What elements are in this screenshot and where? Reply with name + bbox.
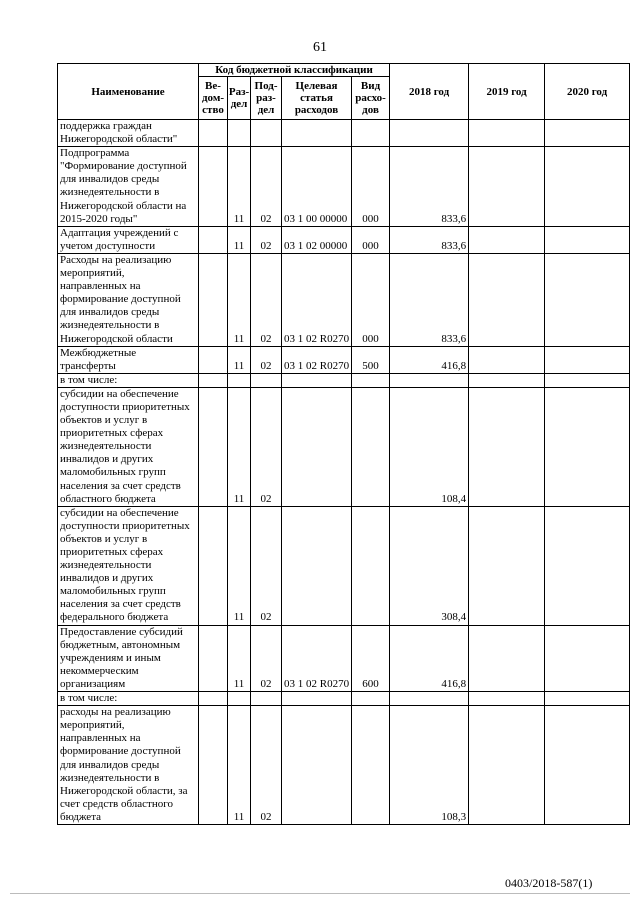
cell-2019 [469,226,545,253]
cell-podrazdel: 02 [251,387,282,506]
cell-2020 [545,506,630,625]
cell-expense-type: 000 [352,147,390,227]
cell-target-article [282,692,352,706]
cell-target-article [282,373,352,387]
cell-expense-type [352,120,390,147]
cell-podrazdel: 02 [251,147,282,227]
scan-edge-line [10,893,630,894]
cell-2020 [545,147,630,227]
cell-2020 [545,373,630,387]
cell-2018: 308,4 [390,506,469,625]
header-2020: 2020 год [545,64,630,120]
page-number: 61 [313,40,327,55]
cell-vedomstvo [199,506,228,625]
header-2019: 2019 год [469,64,545,120]
header-vid: Вид расхо- дов [352,77,390,120]
cell-target-article [282,387,352,506]
cell-razdel [228,120,251,147]
cell-vedomstvo [199,346,228,373]
header-vedomstvo: Ве- дом- ство [199,77,228,120]
cell-vedomstvo [199,625,228,691]
cell-2019 [469,506,545,625]
cell-expense-type [352,706,390,825]
cell-podrazdel: 02 [251,226,282,253]
cell-name: субсидии на обеспечение доступности приоритетных объектов и услуг в приоритетных сферах жизнедеятельности инвалидов и других маломобильных групп населения за счет средств федерального бюджета [58,506,199,625]
cell-vedomstvo [199,253,228,346]
cell-razdel: 11 [228,506,251,625]
cell-target-article [282,706,352,825]
cell-razdel [228,692,251,706]
table-row [58,506,630,625]
table-row [58,692,630,706]
table-row [58,346,630,373]
cell-podrazdel: 02 [251,625,282,691]
cell-vedomstvo [199,226,228,253]
cell-2018: 833,6 [390,253,469,346]
cell-2020 [545,120,630,147]
cell-expense-type [352,387,390,506]
cell-2020 [545,226,630,253]
cell-2019 [469,625,545,691]
cell-2018: 108,3 [390,706,469,825]
cell-name: Подпрограмма "Формирование доступной для инвалидов среды жизнедеятельности в Нижегородской области на 2015-2020 годы" [58,147,199,227]
cell-podrazdel [251,692,282,706]
cell-expense-type [352,373,390,387]
cell-2020 [545,692,630,706]
cell-2019 [469,373,545,387]
cell-2018: 416,8 [390,625,469,691]
cell-2018 [390,120,469,147]
cell-name: Предоставление субсидий бюджетным, автономным учреждениям и иным некоммерческим организациям [58,625,199,691]
cell-vedomstvo [199,120,228,147]
cell-vedomstvo [199,706,228,825]
cell-target-article: 03 1 00 00000 [282,147,352,227]
cell-2019 [469,120,545,147]
cell-expense-type: 000 [352,253,390,346]
cell-razdel [228,373,251,387]
table-row [58,226,630,253]
cell-podrazdel [251,120,282,147]
cell-razdel: 11 [228,147,251,227]
cell-2018: 108,4 [390,387,469,506]
cell-name: в том числе: [58,692,199,706]
cell-razdel: 11 [228,625,251,691]
cell-2019 [469,692,545,706]
cell-target-article: 03 1 02 R0270 [282,253,352,346]
cell-2020 [545,625,630,691]
cell-2019 [469,387,545,506]
cell-name: поддержка граждан Нижегородской области" [58,120,199,147]
cell-2019 [469,706,545,825]
cell-target-article: 03 1 02 R0270 [282,346,352,373]
cell-razdel: 11 [228,346,251,373]
cell-target-article [282,120,352,147]
cell-target-article [282,506,352,625]
cell-name: расходы на реализацию мероприятий, направленных на формирование доступной для инвалидов среды жизнедеятельности в Нижегородской области, за счет средств областного бюджета [58,706,199,825]
cell-razdel: 11 [228,706,251,825]
table-row [58,387,630,506]
header-podrazdel: Под- раз- дел [251,77,282,120]
cell-expense-type [352,506,390,625]
table-body [58,120,630,825]
cell-podrazdel: 02 [251,253,282,346]
cell-2019 [469,253,545,346]
cell-podrazdel [251,373,282,387]
header-2018: 2018 год [390,64,469,120]
cell-vedomstvo [199,387,228,506]
cell-vedomstvo [199,147,228,227]
table-row [58,373,630,387]
header-code-group: Код бюджетной классификации [199,64,390,77]
header-name: Наименование [58,64,199,120]
cell-2019 [469,147,545,227]
table-row [58,706,630,825]
cell-2018: 416,8 [390,346,469,373]
document-code: 0403/2018-587(1) [505,876,593,890]
header-razdel: Раз- дел [228,77,251,120]
cell-expense-type: 000 [352,226,390,253]
header-target: Целевая статья расходов [282,77,352,120]
cell-2020 [545,706,630,825]
table-row [58,253,630,346]
cell-expense-type [352,692,390,706]
cell-vedomstvo [199,692,228,706]
cell-2020 [545,346,630,373]
cell-2018: 833,6 [390,147,469,227]
cell-2018: 833,6 [390,226,469,253]
table-row [58,625,630,691]
cell-2020 [545,253,630,346]
cell-2018 [390,692,469,706]
table-row [58,147,630,227]
cell-2019 [469,346,545,373]
cell-name: Расходы на реализацию мероприятий, направленных на формирование доступной для инвалидов среды жизнедеятельности в Нижегородской области [58,253,199,346]
cell-name: субсидии на обеспечение доступности приоритетных объектов и услуг в приоритетных сферах жизнедеятельности инвалидов и других маломобильных групп населения за счет средств областного бюджета [58,387,199,506]
cell-target-article: 03 1 02 R0270 [282,625,352,691]
cell-podrazdel: 02 [251,346,282,373]
cell-name: Адаптация учреждений с учетом доступности [58,226,199,253]
cell-podrazdel: 02 [251,706,282,825]
cell-razdel: 11 [228,253,251,346]
budget-table [57,63,630,825]
cell-name: Межбюджетные трансферты [58,346,199,373]
cell-2020 [545,387,630,506]
cell-razdel: 11 [228,387,251,506]
cell-vedomstvo [199,373,228,387]
cell-expense-type: 500 [352,346,390,373]
cell-target-article: 03 1 02 00000 [282,226,352,253]
cell-podrazdel: 02 [251,506,282,625]
cell-name: в том числе: [58,373,199,387]
table-row [58,120,630,147]
cell-expense-type: 600 [352,625,390,691]
cell-2018 [390,373,469,387]
cell-razdel: 11 [228,226,251,253]
